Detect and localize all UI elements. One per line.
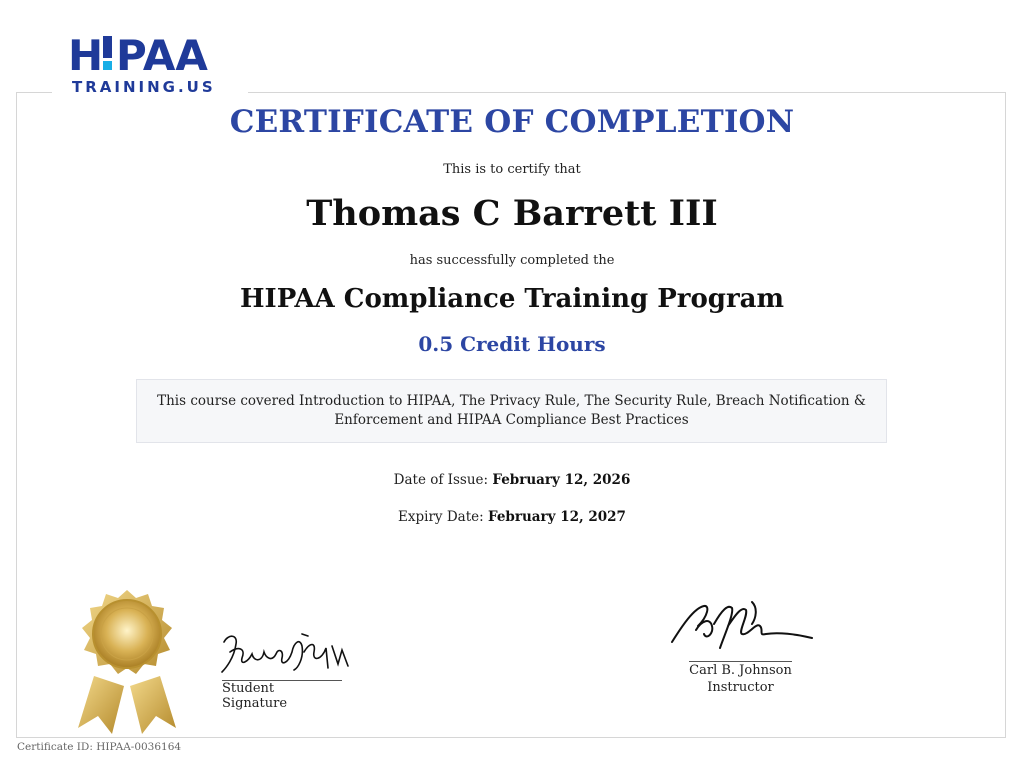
svg-text:H: H <box>68 32 104 78</box>
certificate-id: Certificate ID: HIPAA-0036164 <box>17 741 182 753</box>
student-signature-label: Student Signature <box>222 680 342 711</box>
logo-subtitle: TRAINING.US <box>72 78 216 96</box>
description-line: Enforcement and HIPAA Compliance Best Practices <box>334 412 689 428</box>
svg-text:PAA: PAA <box>116 32 208 78</box>
certify-text: This is to certify that <box>443 162 581 177</box>
expiry-label: Expiry Date: <box>398 509 484 525</box>
expiry-date <box>0 509 1024 525</box>
logo-wordmark-icon <box>68 32 238 78</box>
gold-seal-icon <box>64 588 190 736</box>
date-of-issue <box>0 472 1024 488</box>
instructor-title: Instructor <box>707 680 774 695</box>
expiry-date-value: February 12, 2027 <box>487 509 626 525</box>
issue-label: Date of Issue: <box>393 472 489 488</box>
description-line: This course covered Introduction to HIPAA, The Privacy Rule, The Security Rule, Breach Notification & <box>157 393 866 409</box>
program-name: HIPAA Compliance Training Program <box>239 284 785 314</box>
instructor-signature-icon <box>668 596 818 656</box>
hipaa-training-logo <box>52 22 248 102</box>
student-signature-icon <box>218 628 358 678</box>
credit-hours: 0.5 Credit Hours <box>418 332 606 356</box>
recipient-name: Thomas C Barrett III <box>306 193 718 234</box>
certificate-title: CERTIFICATE OF COMPLETION <box>229 104 795 140</box>
instructor-signature-block <box>689 661 792 696</box>
completed-text: has successfully completed the <box>409 253 615 268</box>
instructor-name: Carl B. Johnson <box>689 663 792 678</box>
course-description <box>136 379 887 443</box>
issue-date: February 12, 2026 <box>492 472 631 488</box>
